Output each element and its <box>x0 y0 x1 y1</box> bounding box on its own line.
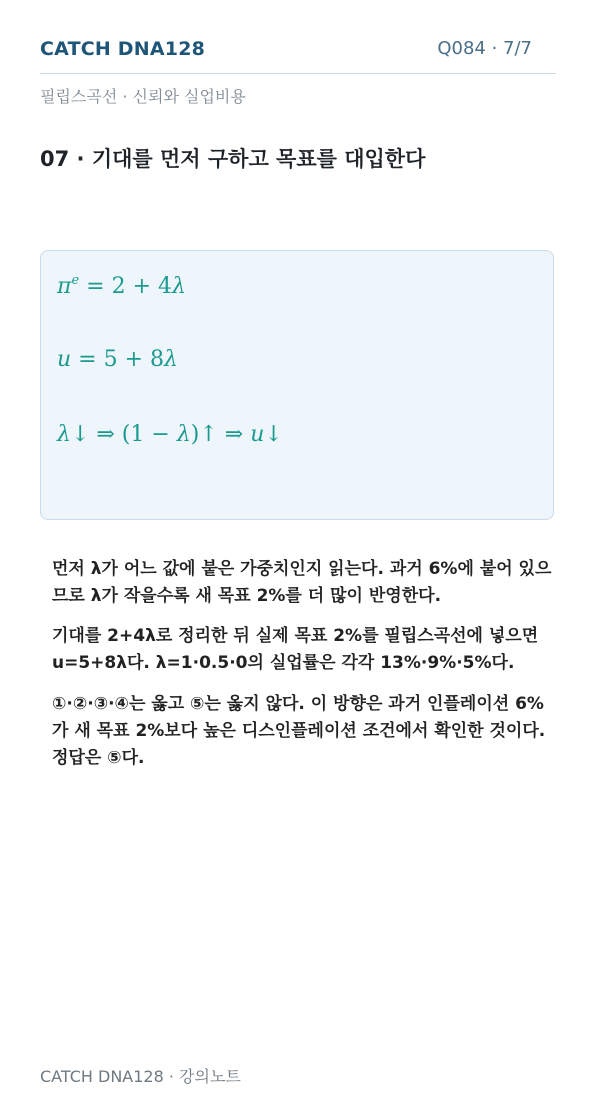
footer: CATCH DNA128 · 강의노트 <box>40 1067 241 1086</box>
formula-box <box>40 250 554 520</box>
breadcrumb: 필립스곡선 · 신뢰와 실업비용 <box>40 87 246 106</box>
formula-direction: λ↓ ⇒ (1 − λ)↑ ⇒ u↓ <box>57 422 283 447</box>
section-title: 07 · 기대를 먼저 구하고 목표를 대입한다 <box>40 147 426 171</box>
brand-title: CATCH DNA128 <box>40 38 206 60</box>
formula-expected-inflation: $\pi^e = 2 + 4\lambda$ <box>57 273 186 299</box>
formula-unemployment: u = 5 + 8λ <box>57 347 178 372</box>
explanation-paragraph-1: 먼저 λ가 어느 값에 붙은 가중치인지 읽는다. 과거 6%에 붙어 있으므로 λ가 작을수록 새 목표 2%를 더 많이 반영한다. <box>52 559 552 606</box>
explanation-paragraph-2: 기대를 2+4λ로 정리한 뒤 실제 목표 2%를 필립스곡선에 넣으면 u=5+8λ다. λ=1·0.5·0의 실업률은 각각 13%·9%·5%다. <box>52 626 539 673</box>
page-indicator: Q084 · 7/7 <box>437 38 532 59</box>
explanation-paragraph-3: ①·②·③·④는 옳고 ⑤는 옳지 않다. 이 방향은 과거 인플레이션 6%가 새 목표 2%보다 높은 디스인플레이션 조건에서 확인한 것이다. 정답은 ⑤다. <box>52 694 546 768</box>
header <box>40 36 556 74</box>
